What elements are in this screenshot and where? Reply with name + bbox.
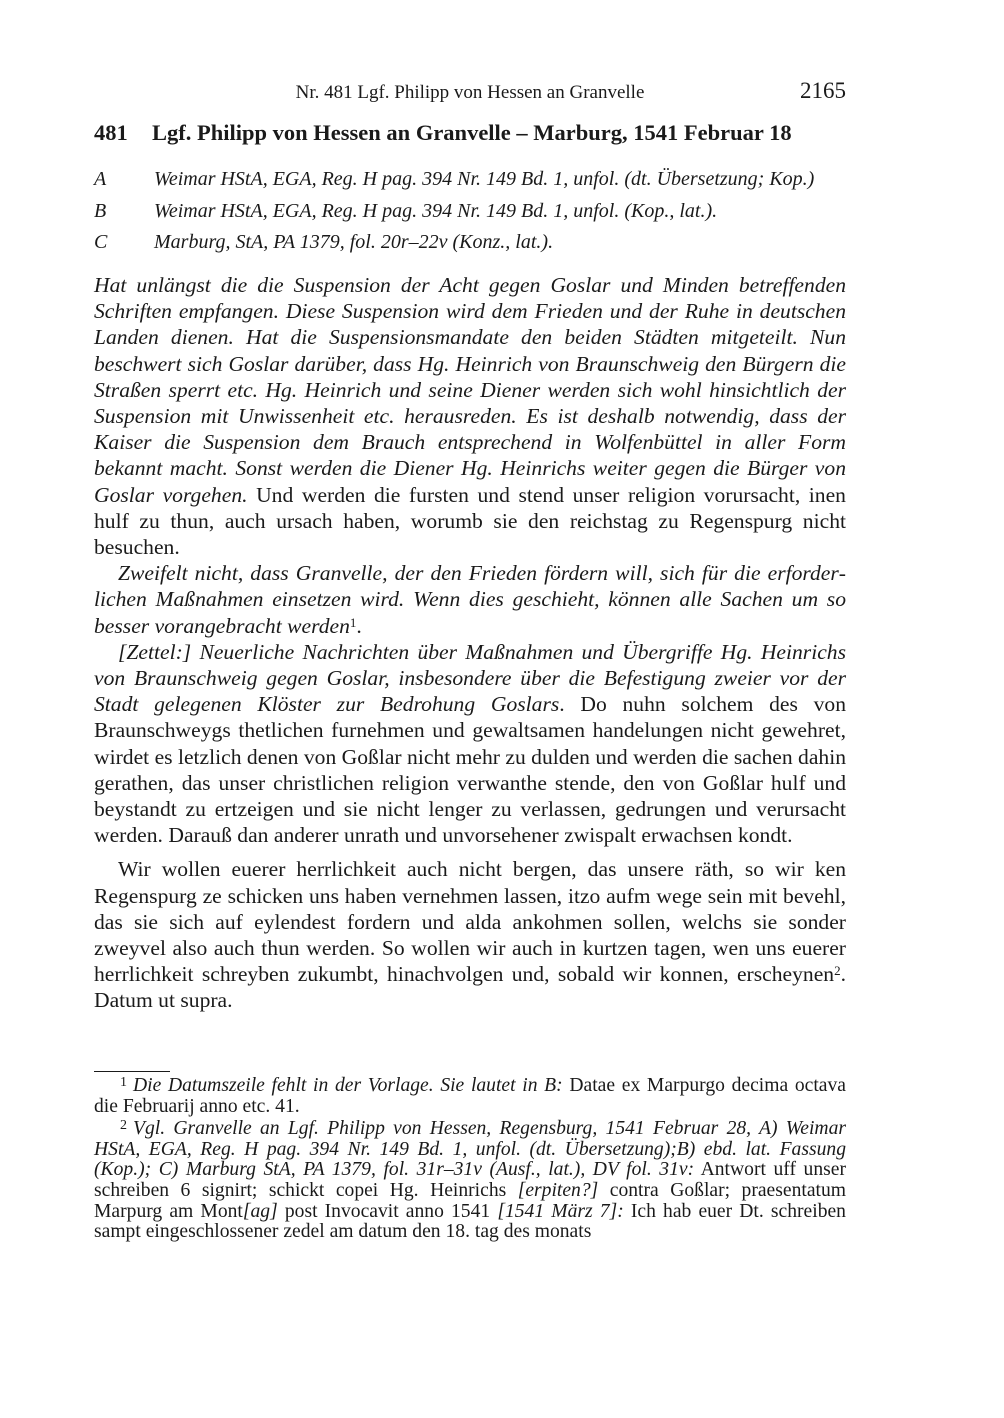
document-heading <box>94 120 846 146</box>
footnote-reference[interactable]: 2 <box>834 963 841 979</box>
running-header <box>94 78 846 108</box>
source-siglum: B <box>94 199 107 222</box>
footnote <box>94 1076 846 1117</box>
footnote-reference[interactable]: 1 <box>349 614 357 630</box>
quoted-text: Und werden die fursten und stend unser religion vorursacht, inen hulf zu thun, auch ursach haben, worumb sie den reichstag zu Regenspurg nicht besuchen. <box>94 482 846 560</box>
document-title: Lgf. Philipp von Hessen an Granvelle – Marburg, 1541 Februar 18 <box>152 120 792 145</box>
body-paragraph <box>94 272 846 560</box>
document-number: 481 <box>94 120 128 145</box>
source-text: Weimar HStA, EGA, Reg. H pag. 394 Nr. 149 Bd. 1, unfol. (Kop., lat.). <box>154 199 718 222</box>
footnote-italic: [erpiten?] <box>517 1179 599 1201</box>
footnotes <box>94 1076 846 1245</box>
footnote-text: contra Goßlar; praesentatum Marpurg am Mont <box>94 1179 846 1222</box>
punctuation: . <box>356 613 362 638</box>
footnote-text: post Invocavit anno 1541 <box>277 1200 498 1222</box>
source-siglum: A <box>94 168 107 190</box>
body-paragraph <box>94 560 846 639</box>
source-text: Weimar HStA, EGA, Reg. H pag. 394 Nr. 149 Bd. 1, unfol. (dt. Übersetzung; Kop.) <box>154 168 815 190</box>
body-paragraph <box>94 639 846 849</box>
footnote-italic: Vgl. Granvelle an Lgf. Philipp von Hessen, Regensburg, 1541 Februar 28, A) Weimar HStA, EGA, Reg. H pag. 394 Nr. 149 Bd. 1, unfol. (dt. Übersetzung);B) ebd. lat. Fassung (Kop.); C) Marburg StA, PA 1379, fol. 31r–31v (Ausf., lat.), DV fol. 31v: <box>94 1118 846 1181</box>
source-entry <box>94 200 846 232</box>
quoted-text: . Datum ut supra. <box>94 962 846 1013</box>
quoted-text: Wir wollen euerer herrlichkeit auch nicht bergen, das unsere räth, so wir ken Regenspurg ze schicken uns haben vernehmen lassen, itzo aufm wege sein mit bevehl, das sie sich auf eylendest fordern und alda ankohmen sollen, welchs sie sonder zweyvel also auch thun werden. So wollen wir auch in kurtzen tagen, wen uns euerer herrlichkeit schreyben zukumbt, hinachvolgen und, sobald wir konnen, erscheynen <box>94 857 846 987</box>
body-paragraph <box>94 856 846 1013</box>
footnote-italic: Die Datumszeile fehlt in der Vorlage. Sie lautet in B: <box>133 1075 563 1096</box>
summary-text: [Zettel:] Neuerliche Nachrichten über Maßnahmen und Übergriffe Hg. Heinrichs von Braunschweig gegen Goslar, insbesondere über die Befestigung zweier vor der Stadt gelegenen Klöster zur Bedrohung Goslars <box>94 639 846 717</box>
footnote-divider <box>94 1071 170 1072</box>
source-entry <box>94 231 846 263</box>
footnote-text: Datae ex Marpurgo decima octava die Februarij anno etc. 41. <box>94 1075 847 1117</box>
summary-text: Hat unlängst die die Suspension der Acht gegen Goslar und Minden betreffenden Schriften empfangen. Diese Suspension wird dem Frieden und der Ruhe in deutschen Landen dienen. Hat die Suspensionsmandate den beiden Städten mitgeteilt. Nun beschwert sich Goslar darüber, dass Hg. Heinrich von Braunschweig den Bürgern die Straßen sperrt etc. Hg. Heinrich und seine Diener werden sich wohl hinsichtlich der Suspension mit Unwissenheit etc. herausreden. Es ist deshalb notwendig, dass der Kaiser die Suspension dem Brauch entsprechend in Wolfenbüttel in aller Form bekannt macht. Sonst werden die Diener Hg. Heinrichs weiter gegen die Bürger von Goslar vorgehen. <box>94 273 846 507</box>
source-siglum: C <box>94 231 108 253</box>
footnote <box>94 1119 846 1243</box>
document-body <box>94 272 846 1014</box>
source-text: Marburg, StA, PA 1379, fol. 20r–22v (Konz., lat.). <box>154 231 554 253</box>
source-list <box>94 168 846 263</box>
page-number: 2165 <box>800 78 846 103</box>
footnote-italic: [ag] <box>242 1200 278 1222</box>
source-entry <box>94 168 846 200</box>
running-title: Nr. 481 Lgf. Philipp von Hessen an Granvelle <box>295 82 645 103</box>
footnote-italic: [1541 März 7]: <box>497 1200 624 1222</box>
footnote-text: Ich hab euer Dt. schreiben sampt eingeschlossener zedel am datum den 18. tag des monats <box>94 1200 846 1243</box>
footnote-number: 2 <box>120 1118 127 1134</box>
summary-text: Zweifelt nicht, dass Granvelle, der den Frieden fördern will, sich für die erforderlichen Maßnahmen einsetzen wird. Wenn dies geschieht, können alle Sachen um so besser vorangebracht werden <box>94 561 846 638</box>
quoted-text: . Do nuhn solchem des von Braunschweygs thetlichen furnehmen und gewaltsamen handelungen nicht gewehret, wirdet es letzlich denen von Goßlar nicht mehr zu dulden und werden die sachen dahin gerathen, das unser christlichen religion verwanthe stende, den von Goßlar hulf und beystandt zu ertzeigen und sie nicht lenger zu verlassen, gedrungen und verursacht werden. Darauß dan anderer unrath und unvorsehener zwispalt erwachsen kondt. <box>94 692 847 848</box>
footnote-number: 1 <box>120 1075 127 1090</box>
footnote-text: Antwort uff unser schreiben 6 signirt; schickt copei Hg. Heinrichs <box>94 1159 846 1201</box>
